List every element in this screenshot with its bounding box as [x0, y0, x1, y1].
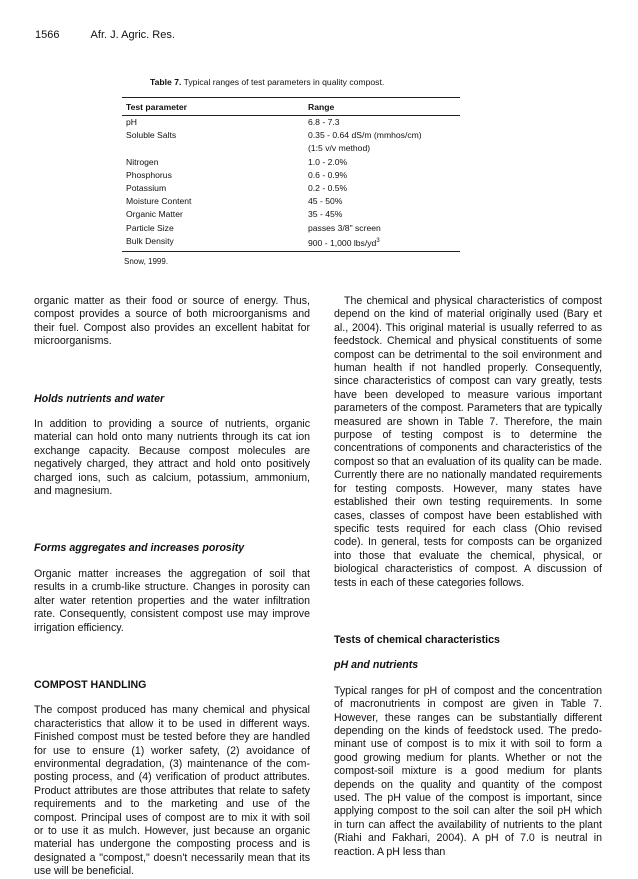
- page-number: 1566: [35, 29, 60, 41]
- section-heading: Tests of chemical characteristics: [334, 633, 500, 646]
- paragraph: Organic matter increases the aggregation of soil that results in a crumb-like structure. Changes in porosity can alter water retention properties and the water infiltration rate. Consequently, consistent compost use may improve irrigation efficiency.: [34, 567, 310, 634]
- table-header-row: [122, 98, 460, 116]
- parameters-table: [122, 97, 460, 252]
- table-cell: Moisture Content: [126, 196, 192, 207]
- table-cell: Nitrogen: [126, 156, 159, 167]
- table-caption-label: Table 7.: [150, 77, 182, 87]
- table-cell: [304, 235, 460, 252]
- table-cell: Phosphorus: [126, 169, 172, 180]
- paragraph: In addition to providing a source of nutrients, organic material can hold onto many nutrients through its cat ion exchange capacity. Because compost molecules are negatively charged, they attract and hold onto positively charged ions, such as calcium, potassium, ammonium, and magnesium.: [34, 418, 310, 498]
- table-cell: passes 3/8" screen: [308, 222, 381, 233]
- table-row: [122, 208, 460, 221]
- table-cell: 0.35 - 0.64 dS/m (mmhos/cm): [308, 130, 422, 141]
- table-row: [122, 235, 460, 252]
- journal-title: Afr. J. Agric. Res.: [90, 29, 175, 41]
- table-row: [122, 182, 460, 195]
- table-cell: Bulk Density: [122, 235, 304, 252]
- table-row: [122, 195, 460, 208]
- table-row: [122, 116, 460, 130]
- section-heading: Holds nutrients and water: [34, 392, 165, 405]
- table-cell: Soluble Salts: [126, 130, 177, 141]
- table-cell: [122, 142, 304, 155]
- table-cell: Organic Matter: [126, 209, 183, 220]
- table-cell: 35 - 45%: [308, 209, 343, 220]
- paragraph: Typical ranges for pH of compost and the concentration of macronutrients in compost are given in Table 7. However, these ranges can be substantially different depending on the kinds of feedstock used. The predo-minant use of compost is to mix it with soil to form a good growing medium for plants. Whether or not the compost-soil mixture is a good medium for plants depends on the quality and quantity of the compost used. The pH value of the compost is important, since applying compost to the soil can alter the soil pH which in turn can affect the availability of nutrients to the plant (Riahi and Fakhari, 2004). A pH of 7.0 is neutral in reaction. A pH less than: [334, 684, 602, 858]
- subsection-heading: pH and nutrients: [334, 659, 419, 672]
- page-header: [35, 29, 175, 41]
- table-row: [122, 129, 460, 142]
- table-cell: 6.8 - 7.3: [308, 117, 340, 127]
- paragraph: organic matter as their food or source of energy. Thus, compost provides a source of both microorganisms and their fuel. Compost also provides an excellent habitat for microorganisms.: [34, 295, 310, 348]
- bulk-density-value: 900 - 1,000 lbs/yd: [308, 237, 377, 248]
- right-column: [334, 295, 602, 859]
- table-caption: [150, 77, 460, 87]
- table-source: Snow, 1999.: [124, 256, 169, 266]
- table-row: [122, 222, 460, 235]
- table-cell: Particle Size: [126, 222, 174, 233]
- table-row: [122, 156, 460, 169]
- table-row: [122, 169, 460, 182]
- paragraph: The chemical and physical characteristics of compost depend on the kind of material originally used (Bary et al., 2004). This original material is usually referred to as feedstock. Chemical and physical constituents of some compost can be detrimental to the soil environment and human health if not handled properly. Consequently, since characteristics of compost can vary greatly, tests have been developed to measure various important parameters of the compost. Parameters that are typically measured are shown in Table 7. Therefore, the main purpose of testing compost is to determine the concentrations of components and characteristics of the compost so that an evaluation of its quality can be made. Currently there are no nationally mandated requirements for testing composts. However, many states have established their own testing requirements. In some cases, classes of compost have been established with specific tests required for each class (Ohio revised code). In general, tests for composts can be organized into those that evaluate the chemical, physical, or biological characteristics of compost. A discussion of tests in each of these categories follows.: [334, 295, 602, 589]
- column-header: Test parameter: [122, 98, 304, 116]
- table-cell: 0.2 - 0.5%: [308, 183, 348, 194]
- left-column: [34, 295, 310, 879]
- table-7: [124, 77, 460, 266]
- table-cell: 45 - 50%: [308, 196, 343, 207]
- table-cell: 0.6 - 0.9%: [308, 169, 348, 180]
- column-header: Range: [304, 98, 460, 116]
- section-heading: COMPOST HANDLING: [34, 678, 147, 691]
- table-row: [122, 142, 460, 155]
- table-caption-text: Typical ranges of test parameters in quality compost.: [183, 77, 385, 87]
- paragraph: The compost produced has many chemical and physical characteristics that allow it to be used in different ways. Finished compost must be tested before they are handled for use to ensure (1) worker safety, (2) avoidance of environmental degradation, (3) maintenance of the com-posting process, and (4) verification of product attributes. Product attributes are those attributes that relate to safety requirements and to the marketing and use of the compost. Principal uses of compost are to mix it with soil or to use it as mulch. However, just because an organic material has undergone the composting process and is designated a "compost," doesn't necessarily mean that its use will be beneficial.: [34, 704, 310, 878]
- table-cell: 1.0 - 2.0%: [308, 156, 348, 167]
- table-cell: pH: [126, 117, 137, 127]
- table-cell: Potassium: [126, 183, 167, 194]
- section-heading: Forms aggregates and increases porosity: [34, 542, 245, 555]
- table-cell: (1:5 v/v method): [308, 143, 371, 154]
- superscript: 3: [376, 237, 380, 244]
